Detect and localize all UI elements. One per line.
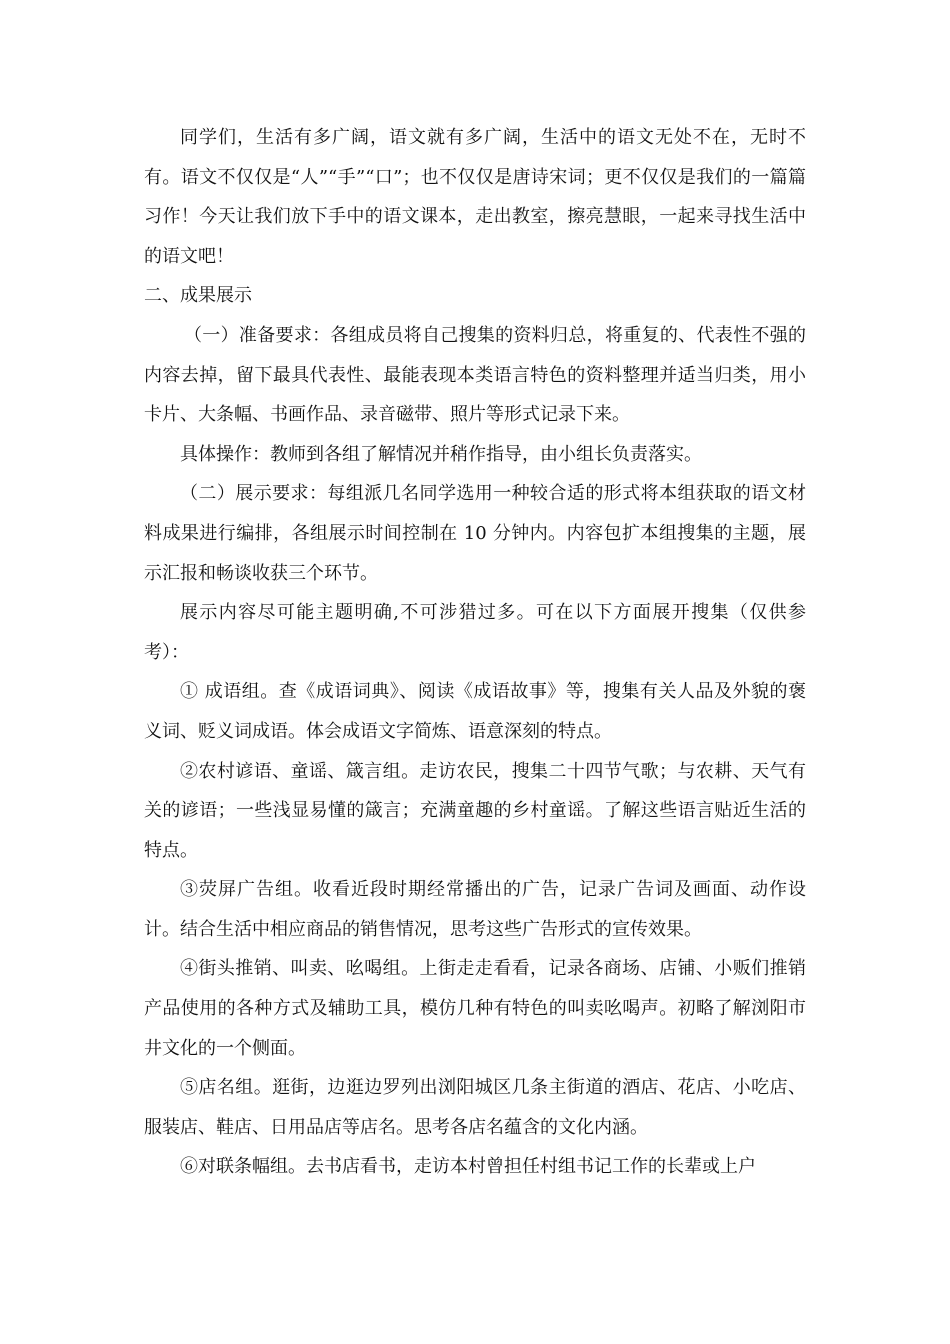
list-item-couplet-group: ⑥对联条幅组。去书店看书，走访本村曾担任村组书记工作的长辈或上户 — [180, 1156, 756, 1178]
list-item-shop-name-group: ⑤店名组。逛街，边逛边罗列出浏阳城区几条主街道的酒店、花店、小吃店、服装店、鞋店、日用品店等店名。思考各店名蕴含的文化内涵。 — [144, 1077, 806, 1138]
list-item-proverb-group: ②农村谚语、童谣、箴言组。走访农民，搜集二十四节气歌；与农耕、天气有关的谚语；一些浅显易懂的箴言；充满童趣的乡村童谣。了解这些语言贴近生活的特点。 — [144, 760, 806, 861]
list-item-ad-group: ③荧屏广告组。收看近段时期经常播出的广告，记录广告词及画面、动作设计。结合生活中相应商品的销售情况，思考这些广告形式的宣传效果。 — [144, 879, 806, 940]
list-item-street-group: ④街头推销、叫卖、吆喝组。上街走走看看，记录各商场、店铺、小贩们推销产品使用的各种方式及辅助工具，模仿几种有特色的叫卖吆喝声。初略了解浏阳市井文化的一个侧面。 — [144, 958, 806, 1059]
paragraph-operation: 具体操作：教师到各组了解情况并稍作指导，由小组长负责落实。 — [180, 443, 702, 465]
paragraph-preparation: （一）准备要求：各组成员将自己搜集的资料归总，将重复的、代表性不强的内容去掉，留下最具代表性、最能表现本类语言特色的资料整理并适当归类，用小卡片、大条幅、书画作品、录音磁带、照片等形式记录下来。 — [144, 324, 806, 426]
paragraph-display-requirements: （二）展示要求：每组派几名同学选用一种较合适的形式将本组获取的语文材料成果进行编排，各组展示时间控制在 10 分钟内。内容包扩本组搜集的主题，展示汇报和畅谈收获三个环节。 — [144, 483, 806, 584]
paragraph-display-content: 展示内容尽可能主题明确,不可涉猎过多。可在以下方面展开搜集（仅供参考）： — [144, 602, 806, 663]
document-body — [144, 118, 806, 1187]
paragraph-intro: 同学们，生活有多广阔，语文就有多广阔，生活中的语文无处不在，无时不有。语文不仅仅是“人”“手”“口”；也不仅仅是唐诗宋词；更不仅仅是我们的一篇篇习作！今天让我们放下手中的语文课本，走出教室，擦亮慧眼，一起来寻找生活中的语文吧！ — [144, 127, 806, 267]
section-heading-results: 二、成果展示 — [144, 285, 252, 307]
list-item-idiom-group: ① 成语组。查《成语词典》、阅读《成语故事》等，搜集有关人品及外貌的褒义词、贬义词成语。体会成语文字简炼、语意深刻的特点。 — [144, 681, 806, 742]
